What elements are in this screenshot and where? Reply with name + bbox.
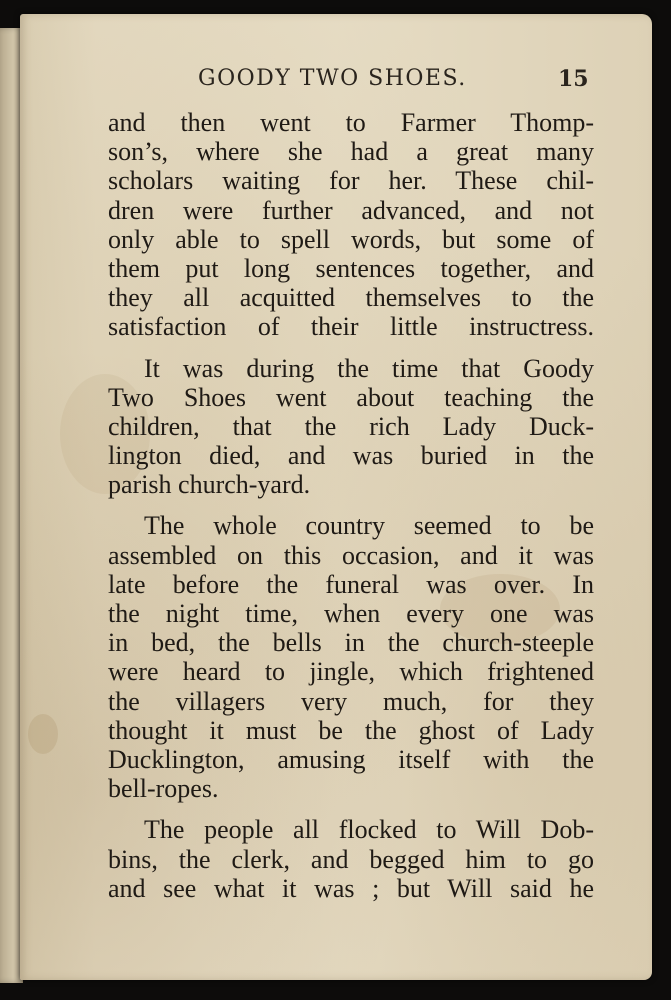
text-line: the villagers very much, for they [108, 686, 594, 716]
text-line: and then went to Farmer Thomp- [108, 108, 594, 137]
text-line: bell-ropes. [108, 774, 219, 804]
text-line: they all acquitted themselves to the [108, 283, 594, 313]
text-line: Ducklington, amusing itself with the [108, 744, 594, 774]
text-line: late before the funeral was over. In [108, 569, 594, 599]
text-line: parish church-yard. [108, 470, 311, 500]
text-line: only able to spell words, but some of [108, 224, 594, 254]
book-page [20, 14, 652, 980]
running-title: GOODY TWO SHOES. [198, 66, 467, 91]
text-line: bins, the clerk, and begged him to go [108, 844, 594, 874]
text-line: children, that the rich Lady Duck- [108, 411, 594, 441]
text-line: and see what it was ; but Will said he [108, 873, 594, 903]
paragraph [108, 511, 594, 803]
paper-stain [28, 714, 58, 754]
text-line: dren were further advanced, and not [108, 195, 594, 225]
text-line: son’s, where she had a great many [108, 137, 594, 167]
paragraph [108, 108, 594, 342]
text-line: satisfaction of their little instructress. [108, 312, 594, 342]
text-line: Two Shoes went about teaching the [108, 382, 594, 412]
text-line: were heard to jingle, which frightened [108, 657, 594, 687]
text-line: lington died, and was buried in the [108, 441, 594, 471]
text-line: It was during the time that Goody [144, 353, 594, 383]
text-line: thought it must be the ghost of Lady [108, 715, 594, 745]
page-text [108, 108, 594, 915]
text-line: them put long sentences together, and [108, 253, 594, 283]
text-line: the night time, when every one was [108, 599, 594, 628]
page-number: 15 [558, 66, 589, 92]
text-line: The people all flocked to Will Dob- [144, 815, 594, 845]
running-header [20, 64, 652, 104]
paragraph [108, 354, 594, 500]
text-line: scholars waiting for her. These chil- [108, 166, 594, 196]
paragraph [108, 815, 594, 903]
text-line: in bed, the bells in the church-steeple [108, 628, 594, 658]
text-line: The whole country seemed to be [144, 511, 594, 541]
text-line: assembled on this occasion, and it was [108, 540, 594, 570]
